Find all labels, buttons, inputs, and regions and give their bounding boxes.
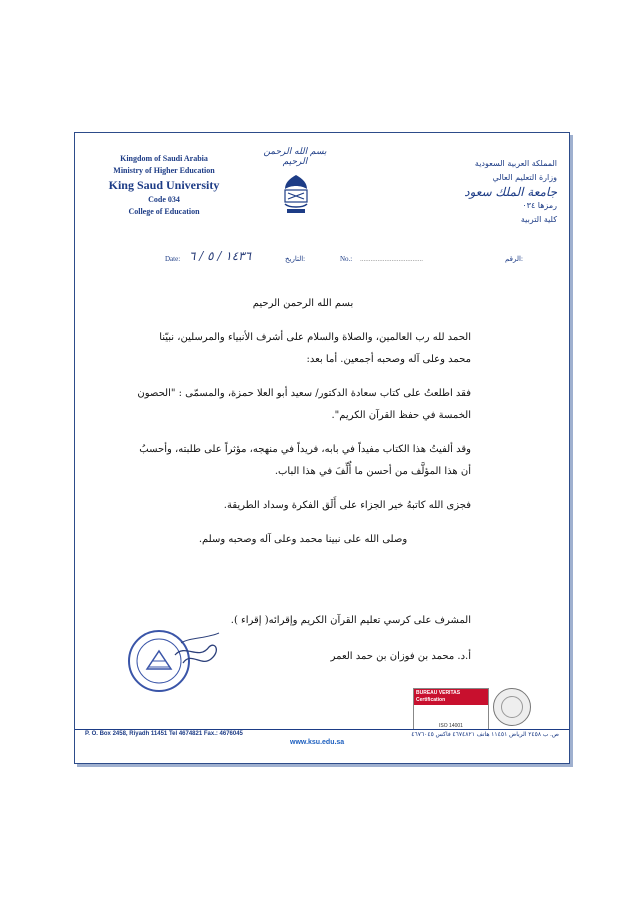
footer-address-en: P. O. Box 2458, Riyadh 11451 Tel 4674821 Fax.: 4676045 bbox=[85, 731, 243, 737]
footer-website: www.ksu.edu.sa bbox=[290, 739, 345, 746]
bureau-veritas-badge bbox=[413, 688, 489, 730]
raqm-label: الرقم: bbox=[505, 255, 523, 263]
official-stamp bbox=[125, 621, 225, 699]
iso-label: ISO 14001 bbox=[439, 723, 463, 729]
letterhead-arabic bbox=[437, 157, 557, 227]
tarikh-label: التاريخ: bbox=[285, 255, 306, 263]
opening-paragraph: الحمد لله رب العالمين، والصلاة والسلام على أشرف الأنبياء والمرسلين، نبيّنا محمد وعلى آله وصحبه أجمعين. أما بعد: bbox=[159, 332, 471, 365]
university-code: Code 034 bbox=[148, 195, 180, 204]
letter-page bbox=[74, 132, 570, 764]
date-value: ١٤٣٦ / ٥ / ٦ bbox=[189, 249, 252, 263]
country-name-ar: المملكة العربية السعودية bbox=[474, 159, 557, 168]
footer-address-ar: ص. ب ٢٤٥٨ الرياض ١١٤٥١ هاتف ٤٦٧٤٨٢١ فاكس ٤٦٧٦٠٤٥ bbox=[411, 732, 559, 738]
signatory-title: المشرف على كرسي تعليم القرآن الكريم وإقرائه( إقراء ). bbox=[230, 615, 471, 626]
praise-paragraph: فجزى الله كاتبهُ خير الجزاء على أَلَق الفكرة وسداد الطريقة. bbox=[223, 500, 471, 511]
university-name: King Saud University bbox=[108, 178, 220, 192]
body-basmala: بسم الله الرحمن الرحيم bbox=[252, 298, 354, 309]
ministry-name: Ministry of Higher Education bbox=[113, 166, 215, 175]
country-name: Kingdom of Saudi Arabia bbox=[120, 154, 208, 163]
college-name-ar: كلية التربية bbox=[520, 215, 557, 224]
ministry-name-ar: وزارة التعليم العالي bbox=[492, 173, 557, 182]
book-review-paragraph: فقد اطلعتُ على كتاب سعادة الدكتور/ سعيد أبو العلا حمزة، والمسمّى : "الحصون الخمسة في حفظ القرآن الكريم". bbox=[137, 388, 471, 421]
evaluation-paragraph: وقد ألفيتُ هذا الكتاب مفيداً في بابه، فريداً في منهجه، مؤثراً على طلبته، وأحسبُ أن هذا المؤلَّف من أحسن ما أُلِّفَ في هذا الباب. bbox=[139, 444, 471, 477]
letterhead-basmala: بسم الله الرحمن الرحيم bbox=[263, 147, 327, 167]
bv-brand bbox=[414, 689, 488, 705]
university-logo bbox=[279, 173, 313, 215]
number-dots: .................................... bbox=[360, 255, 423, 263]
no-label: No.: bbox=[340, 255, 353, 263]
university-name-ar: جامعة الملك سعود bbox=[464, 185, 557, 199]
certification-seal-icon bbox=[493, 688, 531, 726]
footer-divider bbox=[75, 729, 569, 730]
bv-brand-name: BUREAU VERITAS bbox=[416, 690, 461, 696]
closing-paragraph: وصلى الله على نبينا محمد وعلى آله وصحبه وسلم. bbox=[198, 534, 408, 545]
university-code-ar: رمزها ٠٣٤ bbox=[522, 201, 557, 210]
date-label: Date: bbox=[165, 255, 181, 263]
signatory-name: أ.د. محمد بن فوزان بن حمد العمر bbox=[330, 651, 471, 662]
letter-body bbox=[135, 293, 471, 551]
letterhead-english bbox=[89, 153, 239, 218]
bv-brand-sub: Certification bbox=[416, 697, 446, 703]
college-name: College of Education bbox=[128, 207, 200, 216]
